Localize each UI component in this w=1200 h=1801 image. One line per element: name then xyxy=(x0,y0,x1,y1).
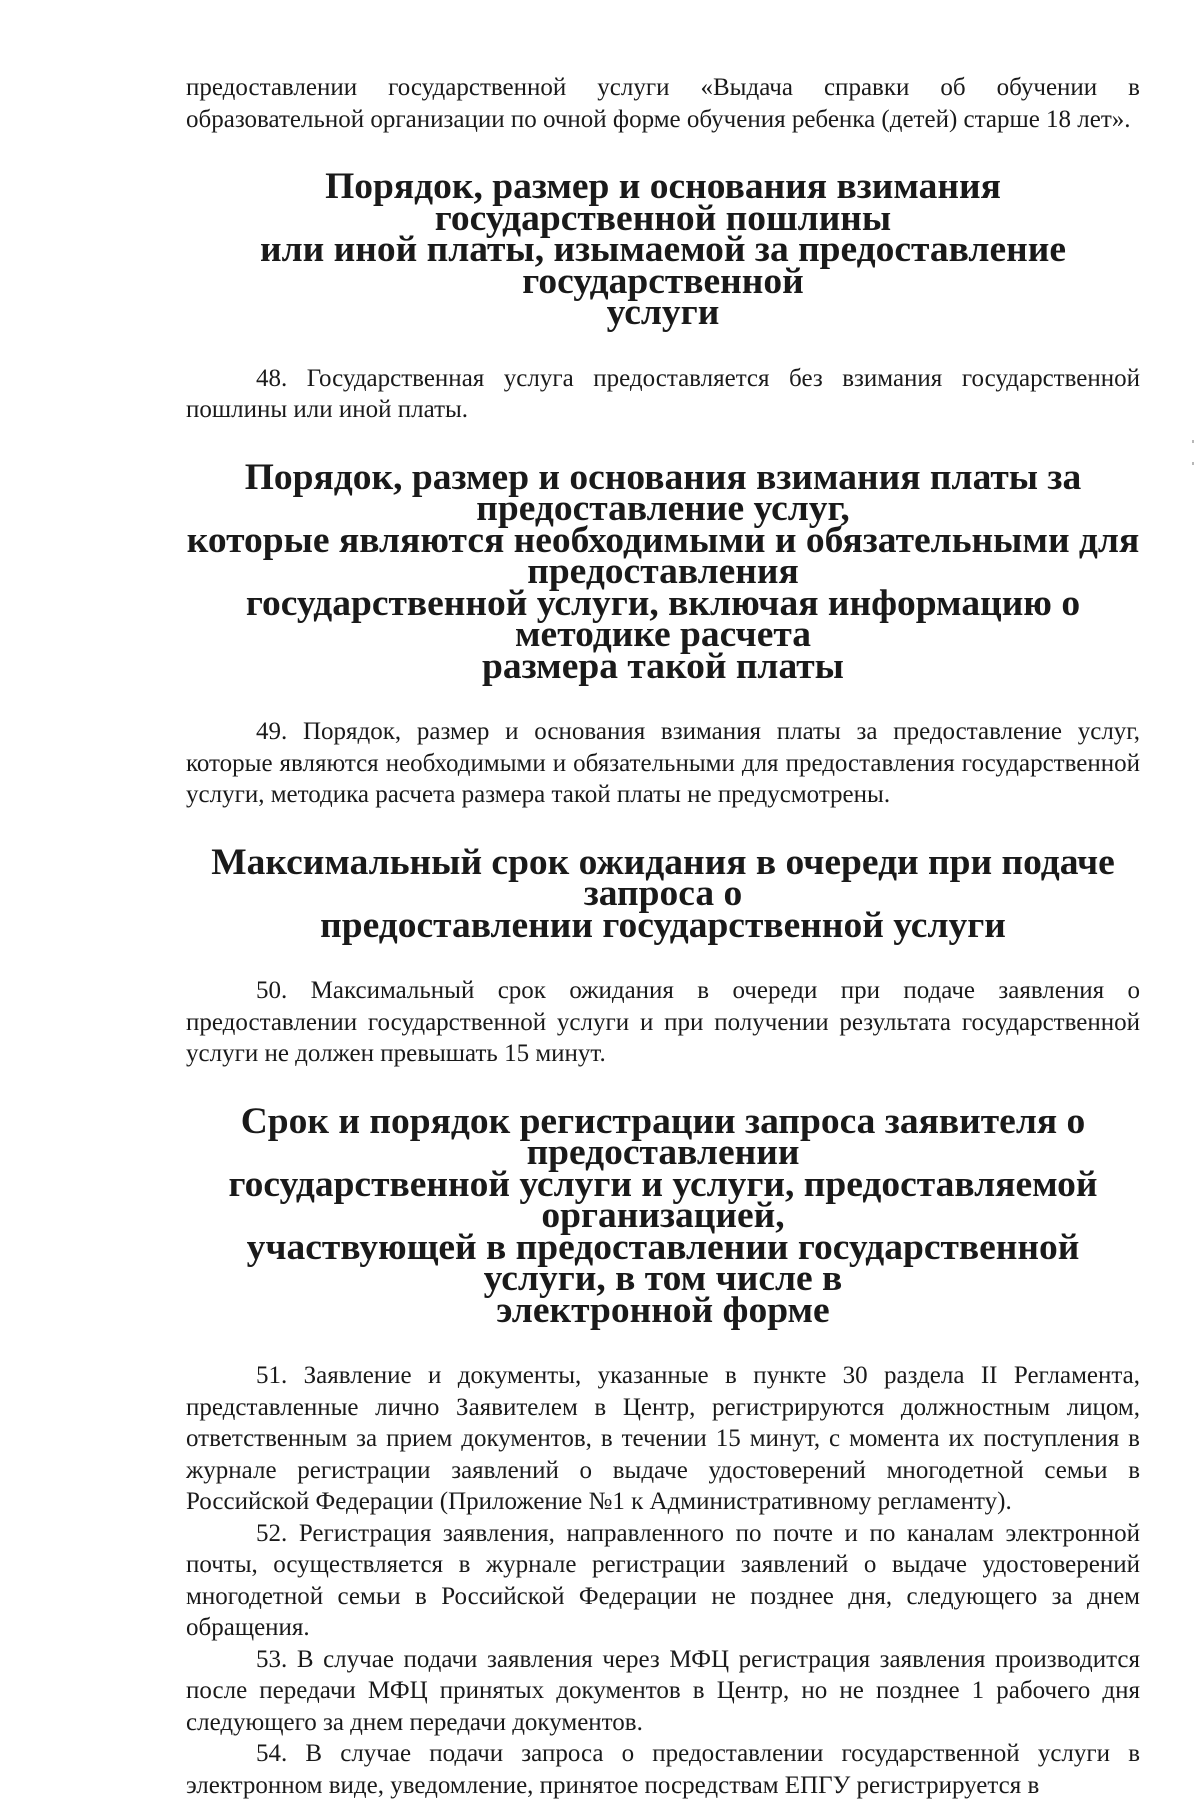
paragraph-continuation: предоставлении государственной услуги «Выдача справки об обучении в образовательной организации по очной форме обучения ребенка (детей) старше 18 лет». xyxy=(186,74,1140,133)
paragraph-52: 52. Регистрация заявления, направленного по почте и по каналам электронной почты, осуществляется в журнале регистрации заявлений о выдаче удостоверений многодетной семьи в Российской Федерации не позднее дня, следующего за днем обращения. xyxy=(186,1519,1140,1641)
heading-line: Срок и порядок регистрации запроса заявителя о предоставлении xyxy=(240,1100,1086,1173)
paragraph-49: 49. Порядок, размер и основания взимания платы за предоставление услуг, которые являются необходимыми и обязательными для предоставления государственной услуги, методика расчета размера такой платы не предусмотрены. xyxy=(186,718,1140,808)
heading-line: государственной услуги, включая информацию о методике расчета xyxy=(245,582,1081,655)
heading-line: предоставлении государственной услуги xyxy=(320,904,1006,946)
heading-line: участвующей в предоставлении государственной услуги, в том числе в xyxy=(246,1226,1080,1299)
heading-state-fee xyxy=(186,166,1140,333)
paragraph-53: 53. В случае подачи заявления через МФЦ регистрация заявления производится после передачи МФЦ принятых документов в Центр, но не позднее 1 рабочего дня следующего за днем передачи документов. xyxy=(186,1645,1140,1736)
paragraph-51: 51. Заявление и документы, указанные в пункте 30 раздела II Регламента, представленные лично Заявителем в Центр, регистрируются должностным лицом, ответственным за прием документов, в течении 15 минут, с момента их поступления в журнале регистрации заявлений о выдаче удостоверений многодетной семьи в Российской Федерации (Приложение №1 к Административному регламенту). xyxy=(186,1362,1140,1515)
heading-queue-time xyxy=(186,841,1140,946)
paragraph-48: 48. Государственная услуга предоставляется без взимания государственной пошлины или иной платы. xyxy=(186,364,1140,423)
heading-line: которые являются необходимыми и обязательными для предоставления xyxy=(186,519,1140,592)
document-page xyxy=(186,72,1140,1801)
paragraph-50: 50. Максимальный срок ожидания в очереди при подаче заявления о предоставлении государственной услуги и при получении результата государственной услуги не должен превышать 15 минут. xyxy=(186,977,1140,1067)
heading-line: услуги xyxy=(606,292,720,333)
scan-artifact xyxy=(1192,462,1194,465)
heading-registration xyxy=(186,1100,1140,1331)
heading-line: или иной платы, изымаемой за предоставление государственной xyxy=(260,229,1066,302)
heading-line: электронной форме xyxy=(496,1289,830,1331)
heading-line: государственной услуги и услуги, предоставляемой организацией, xyxy=(228,1163,1098,1236)
heading-line: Максимальный срок ожидания в очереди при подаче запроса о xyxy=(211,841,1115,914)
heading-line: Порядок, размер и основания взимания платы за предоставление услуг, xyxy=(244,456,1082,529)
heading-service-fee xyxy=(186,456,1140,687)
heading-line: Порядок, размер и основания взимания государственной пошлины xyxy=(325,166,1001,239)
heading-line: размера такой платы xyxy=(482,645,844,687)
paragraph-54: 54. В случае подачи запроса о предоставлении государственной услуги в электронном виде, уведомление, принятое посредствам ЕПГУ регистрируется в xyxy=(186,1740,1140,1799)
scan-artifact xyxy=(1192,440,1194,443)
